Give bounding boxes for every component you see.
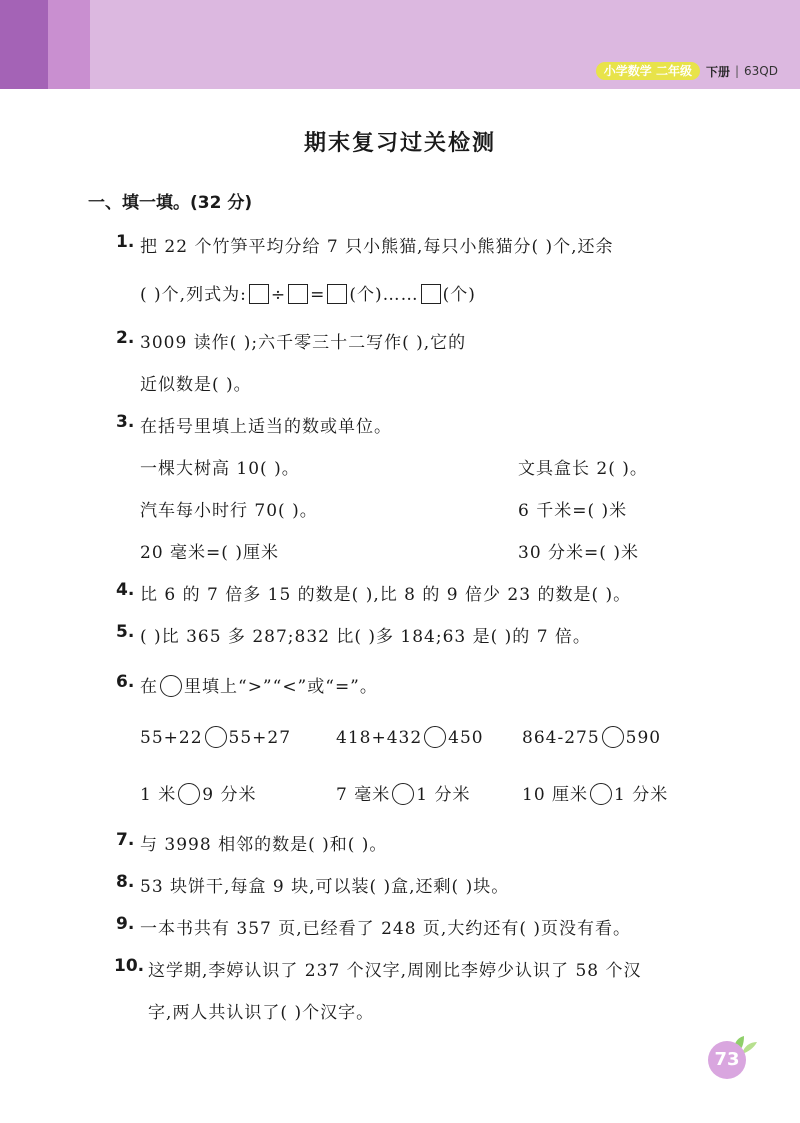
compare-left: 418+432 xyxy=(336,728,423,748)
answer-box[interactable] xyxy=(288,284,308,304)
q9-line1: 一本书共有 357 页,已经看了 248 页,大约还有( )页没有看。 xyxy=(140,919,631,939)
q3-line1: 在括号里填上适当的数或单位。 xyxy=(140,417,392,437)
book-tag xyxy=(596,62,778,80)
compare-right: 590 xyxy=(625,728,662,748)
q3-item: 汽车每小时行 70( )。 xyxy=(140,501,318,521)
q2-line2: 近似数是( )。 xyxy=(140,375,252,395)
question-number-2: 2. xyxy=(116,328,135,348)
question-number-6: 6. xyxy=(116,672,135,692)
compare-right: 1 分米 xyxy=(614,785,669,805)
compare-circle[interactable] xyxy=(392,783,414,805)
answer-box[interactable] xyxy=(249,284,269,304)
page-title: 期末复习过关检测 xyxy=(303,131,496,156)
q4-line1: 比 6 的 7 倍多 15 的数是( ),比 8 的 9 倍少 23 的数是( )。 xyxy=(140,585,632,605)
compare-left: 864-275 xyxy=(522,728,600,748)
question-number-9: 9. xyxy=(116,914,135,934)
compare-circle[interactable] xyxy=(590,783,612,805)
q3-item: 20 毫米=( )厘米 xyxy=(140,543,279,563)
compare-left: 1 米 xyxy=(140,785,177,805)
q7-line1: 与 3998 相邻的数是( )和( )。 xyxy=(140,835,388,855)
q1-line2-prefix: ( )个,列式为: xyxy=(140,285,247,305)
compare-circle[interactable] xyxy=(160,675,182,697)
q3-item: 6 千米=( )米 xyxy=(518,501,628,521)
question-number-4: 4. xyxy=(116,580,135,600)
volume-label: 下册 xyxy=(705,64,730,79)
compare-circle[interactable] xyxy=(205,726,227,748)
header-banner xyxy=(0,0,800,89)
compare-right: 9 分米 xyxy=(202,785,257,805)
divide-sign: ÷ xyxy=(270,285,287,305)
answer-box[interactable] xyxy=(421,284,441,304)
unit-label: (个) xyxy=(442,285,476,305)
q1-line1: 把 22 个竹笋平均分给 7 只小熊猫,每只小熊猫分( )个,还余 xyxy=(140,237,614,257)
subject-label: 小学数学 二年级 xyxy=(596,62,700,80)
compare-left: 55+22 xyxy=(140,728,203,748)
q1-line2 xyxy=(140,280,476,305)
page-number: 73 xyxy=(708,1041,746,1079)
compare-circle[interactable] xyxy=(424,726,446,748)
q6-post: 里填上“>”“<”或“=”。 xyxy=(184,677,378,697)
banner-stripe-light xyxy=(48,0,90,89)
tag-separator: | xyxy=(734,64,740,78)
section-heading: 一、填一填。(32 分) xyxy=(88,193,253,213)
q3-item: 30 分米=( )米 xyxy=(518,543,639,563)
q3-item: 一棵大树高 10( )。 xyxy=(140,459,300,479)
answer-box[interactable] xyxy=(327,284,347,304)
question-number-7: 7. xyxy=(116,830,135,850)
compare-circle[interactable] xyxy=(602,726,624,748)
q3-item: 文具盒长 2( )。 xyxy=(518,459,648,479)
compare-left: 10 厘米 xyxy=(522,785,589,805)
unit-remainder: (个)…… xyxy=(349,285,419,305)
compare-right: 450 xyxy=(448,728,484,748)
compare-right: 1 分米 xyxy=(416,785,471,805)
compare-item xyxy=(336,780,470,805)
question-number-10: 10. xyxy=(114,956,145,976)
compare-item xyxy=(140,726,291,748)
compare-circle[interactable] xyxy=(178,783,200,805)
question-number-3: 3. xyxy=(116,412,135,432)
edition-code: 63QD xyxy=(744,64,778,78)
q2-line1: 3009 读作( );六千零三十二写作( ),它的 xyxy=(140,333,467,353)
q10-line2: 字,两人共认识了( )个汉字。 xyxy=(148,1003,375,1023)
compare-item xyxy=(522,780,668,805)
q10-line1: 这学期,李婷认识了 237 个汉字,周刚比李婷少认识了 58 个汉 xyxy=(148,961,642,981)
q8-line1: 53 块饼干,每盒 9 块,可以装( )盒,还剩( )块。 xyxy=(140,877,510,897)
q6-line1 xyxy=(140,672,378,697)
equals-sign: = xyxy=(310,285,326,305)
compare-left: 7 毫米 xyxy=(336,785,391,805)
banner-stripe-dark xyxy=(0,0,48,89)
question-number-8: 8. xyxy=(116,872,135,892)
q6-pre: 在 xyxy=(140,677,158,697)
compare-right: 55+27 xyxy=(228,728,292,748)
compare-item xyxy=(522,726,661,748)
question-number-5: 5. xyxy=(116,622,135,642)
compare-item xyxy=(336,726,484,748)
q5-line1: ( )比 365 多 287;832 比( )多 184;63 是( )的 7 倍。 xyxy=(140,627,591,647)
compare-item xyxy=(140,780,256,805)
question-number-1: 1. xyxy=(116,232,135,252)
